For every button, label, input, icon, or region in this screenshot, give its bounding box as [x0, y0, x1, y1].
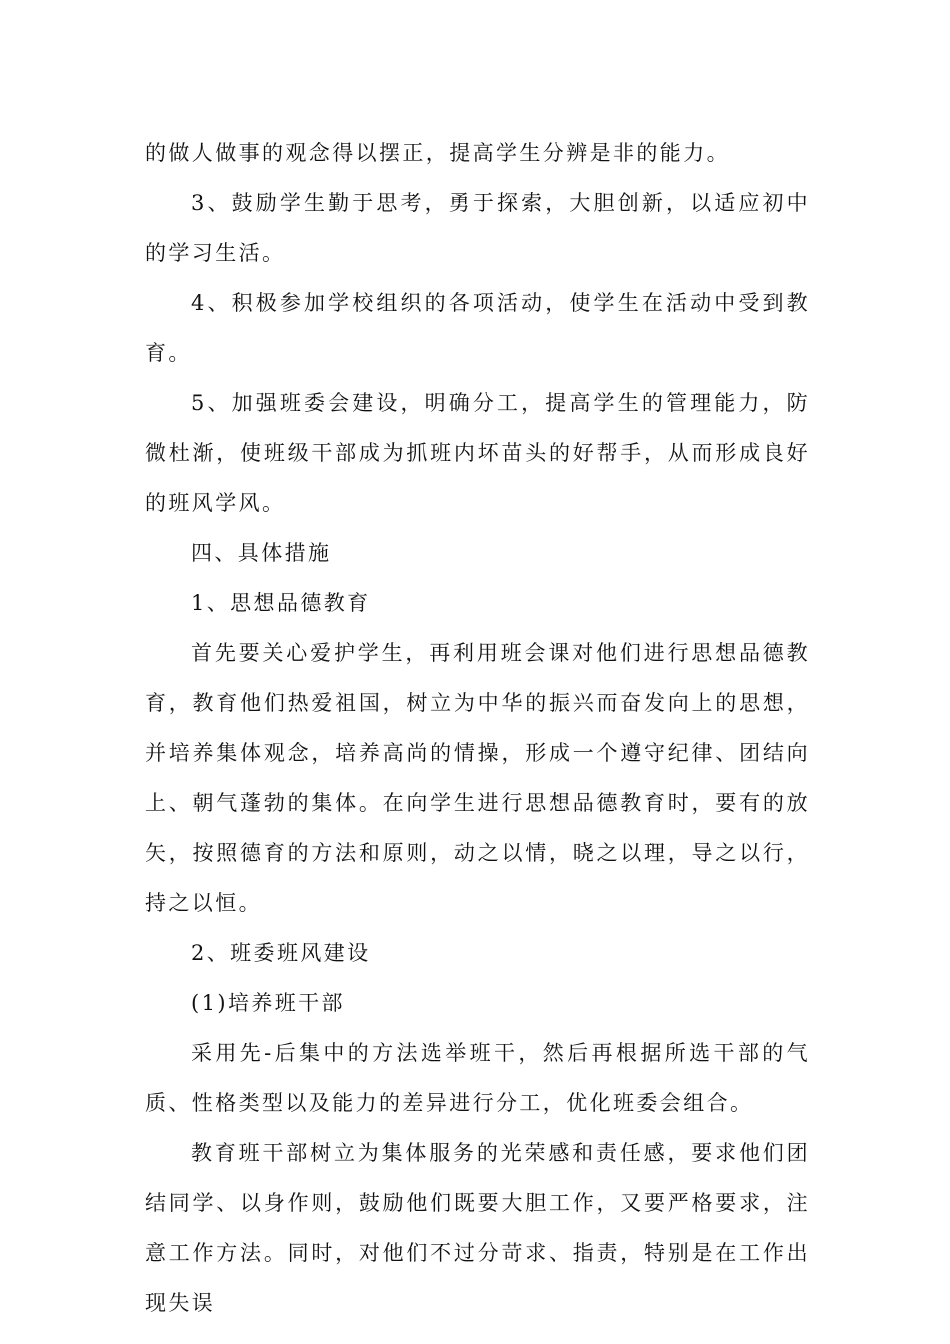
- section-heading-measures: 四、具体措施: [191, 541, 332, 565]
- paragraph-3: 4、积极参加学校组织的各项活动，使学生在活动中受到教育。: [145, 291, 810, 365]
- subheading-train-cadres: (1)培养班干部: [191, 991, 345, 1015]
- paragraph-2: 3、鼓励学生勤于思考，勇于探索，大胆创新，以适应初中的学习生活。: [145, 191, 810, 265]
- subheading-class-committee: 2、班委班风建设: [191, 941, 371, 965]
- subheading-moral-education: 1、思想品德教育: [191, 591, 371, 615]
- paragraph-1: 的做人做事的观念得以摆正，提高学生分辨是非的能力。: [145, 141, 730, 165]
- paragraph-elect-cadres: 采用先-后集中的方法选举班干，然后再根据所选干部的气质、性格类型以及能力的差异进行分工，优化班委会组合。: [145, 1041, 810, 1115]
- document-body: [145, 128, 810, 1328]
- paragraph-4: 5、加强班委会建设，明确分工，提高学生的管理能力，防微杜渐，使班级干部成为抓班内坏苗头的好帮手，从而形成良好的班风学风。: [145, 391, 810, 515]
- paragraph-educate-cadres: 教育班干部树立为集体服务的光荣感和责任感，要求他们团结同学、以身作则，鼓励他们既要大胆工作，又要严格要求，注意工作方法。同时，对他们不过分苛求、指责，特别是在工作出现失误: [145, 1141, 810, 1315]
- paragraph-moral-education: 首先要关心爱护学生，再利用班会课对他们进行思想品德教育，教育他们热爱祖国，树立为中华的振兴而奋发向上的思想，并培养集体观念，培养高尚的情操，形成一个遵守纪律、团结向上、朝气蓬勃的集体。在向学生进行思想品德教育时，要有的放矢，按照德育的方法和原则，动之以情，晓之以理，导之以行，持之以恒。: [145, 641, 810, 915]
